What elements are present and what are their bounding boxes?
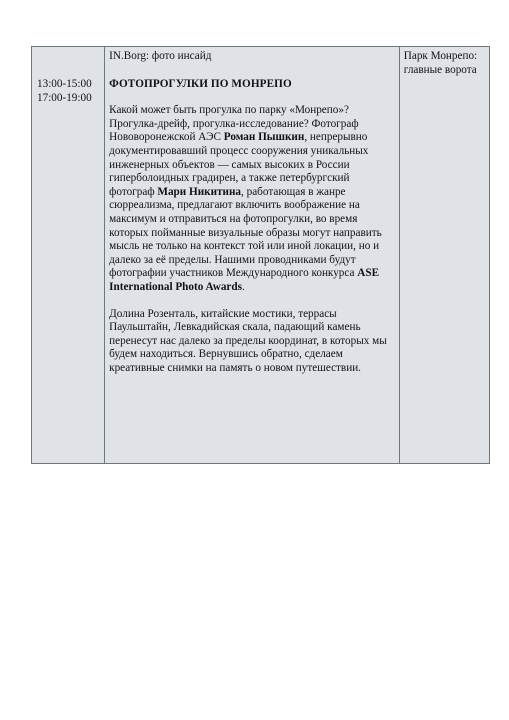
photographer-name: Роман Пышкин	[223, 131, 305, 144]
time-slot-2: 17:00-19:00	[37, 91, 92, 104]
description-paragraph-1	[109, 104, 395, 294]
description-text: .	[241, 280, 245, 293]
description-text: , работающая в жанре сюрреализма, предлагают включить воображение на максимум и отправиться на фотопрогулки, во время которых пойманные визуальные образы могут направить мысль не только на контекст той или иной локации, но и далеко за её пределы. Нашими проводниками будут фотографии участников Международного конкурса	[109, 185, 382, 280]
time-cell	[32, 47, 105, 464]
description-text: Какой может быть прогулка по парку «Монрепо»? Прогулка-дрейф, прогулка-исследование? Фотограф Нововоронежской АЭС	[109, 104, 359, 144]
place-text: Парк Монрепо: главные ворота	[403, 50, 478, 76]
description-text: , непрерывно документировавший процесс сооружения уникальных инженерных объектов — самых высоких в России гиперболоидных градирен, а также петербургский фотограф	[109, 131, 369, 198]
description-cell	[105, 47, 400, 464]
schedule-table	[31, 46, 490, 464]
contest-name: ASE International Photo Awards	[109, 267, 380, 293]
place-cell	[399, 47, 489, 464]
event-title: ФОТОПРОГУЛКИ ПО МОНРЕПО	[109, 77, 292, 90]
table-row	[32, 47, 490, 464]
event-series: IN.Borg: фото инсайд	[109, 50, 212, 62]
description-paragraph-2: Долина Розенталь, китайские мостики, террасы Паульштайн, Левкадийская скала, падающий камень перенесут нас далеко за пределы координат, в которых мы будем находиться. Вернувшись обратно, сделаем креативные снимки на память о новом путешествии.	[109, 307, 387, 374]
time-slot-1: 13:00-15:00	[37, 78, 92, 90]
photographer-name: Мари Никитина	[157, 185, 242, 198]
